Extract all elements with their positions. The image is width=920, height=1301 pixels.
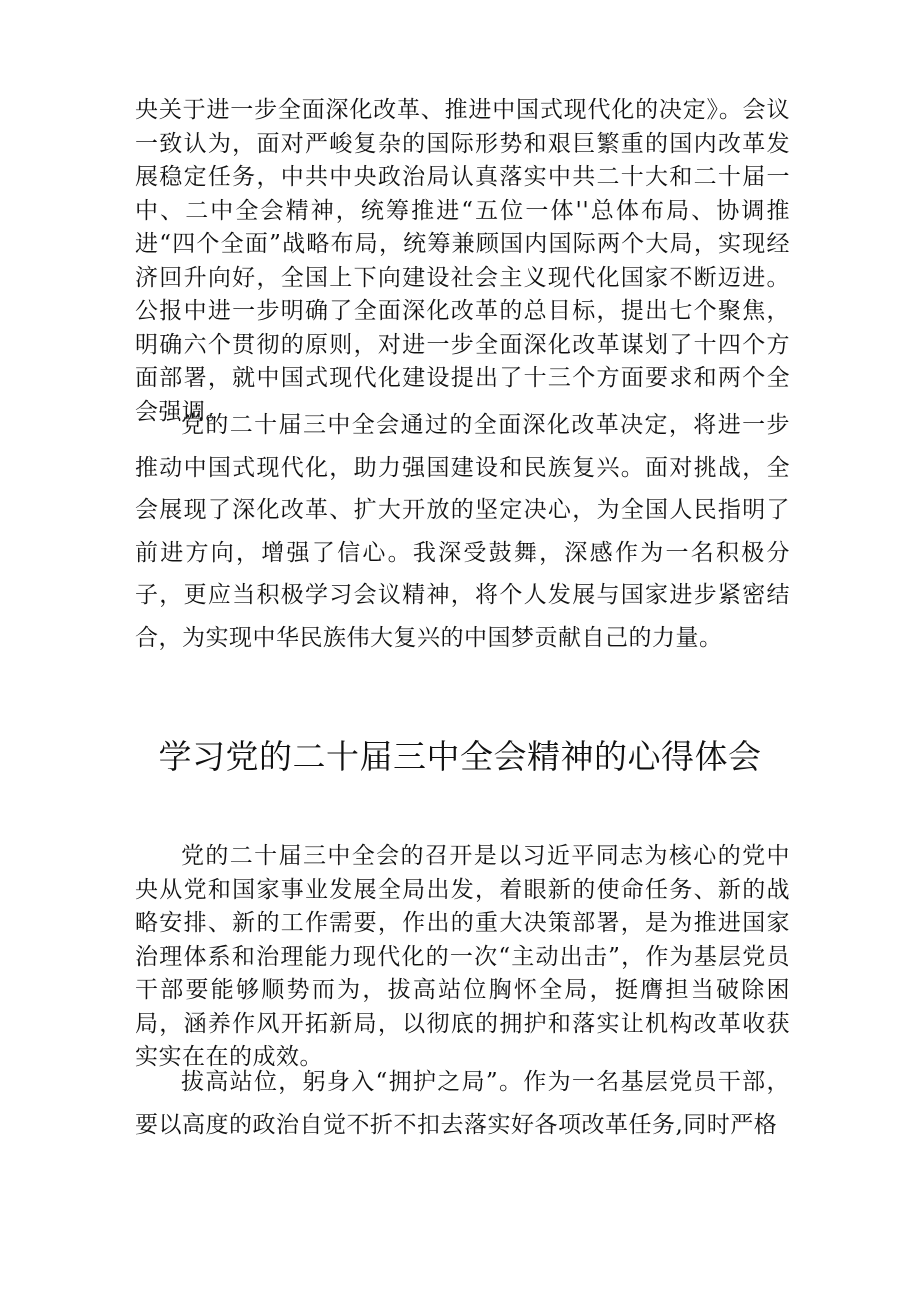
body-paragraph-4: 拔高站位，躬身入“拥护之局”。作为一名基层党员干部，要以高度的政治自觉不折不扣去落实好各项改革任务,同时严格	[135, 1069, 790, 1138]
body-paragraph-2: 党的二十届三中全会通过的全面深化改革决定，将进一步推动中国式现代化，助力强国建设和民族复兴。面对挑战，全会展现了深化改革、扩大开放的坚定决心，为全国人民指明了前进方向，增强了信心。我深受鼓舞，深感作为一名积极分子，更应当积极学习会议精神，将个人发展与国家进步紧密结合，为实现中华民族伟大复兴的中国梦贡献自己的力量。	[135, 412, 790, 651]
section-title: 学习党的二十届三中全会精神的心得体会	[158, 737, 762, 776]
body-paragraph-1: 央关于进一步全面深化改革、推进中国式现代化的决定》。会议一致认为，面对严峻复杂的国际形势和艰巨繁重的国内改革发展稳定任务，中共中央政治局认真落实中共二十大和二十届一中、二中全会精神，统筹推进“五位一体''总体布局、协调推进“四个全面”战略布局，统筹兼顾国内国际两个大局，实现经济回升向好，全国上下向建设社会主义现代化国家不断迈进。公报中进一步明确了全面深化改革的总目标，提出七个聚焦，明确六个贯彻的原则，对进一步全面深化改革谋划了十四个方面部署，就中国式现代化建设提出了十三个方面要求和两个全会强调。	[135, 97, 790, 425]
body-paragraph-3: 党的二十届三中全会的召开是以习近平同志为核心的党中央从党和国家事业发展全局出发，着眼新的使命任务、新的战略安排、新的工作需要，作出的重大决策部署，是为推进国家治理体系和治理能力现代化的一次“主动出击”，作为基层党员干部要能够顺势而为，拔高站位胸怀全局，挺膺担当破除困局，涵养作风开拓新局，以彻底的拥护和落实让机构改革收获实实在在的成效。	[135, 843, 790, 1070]
